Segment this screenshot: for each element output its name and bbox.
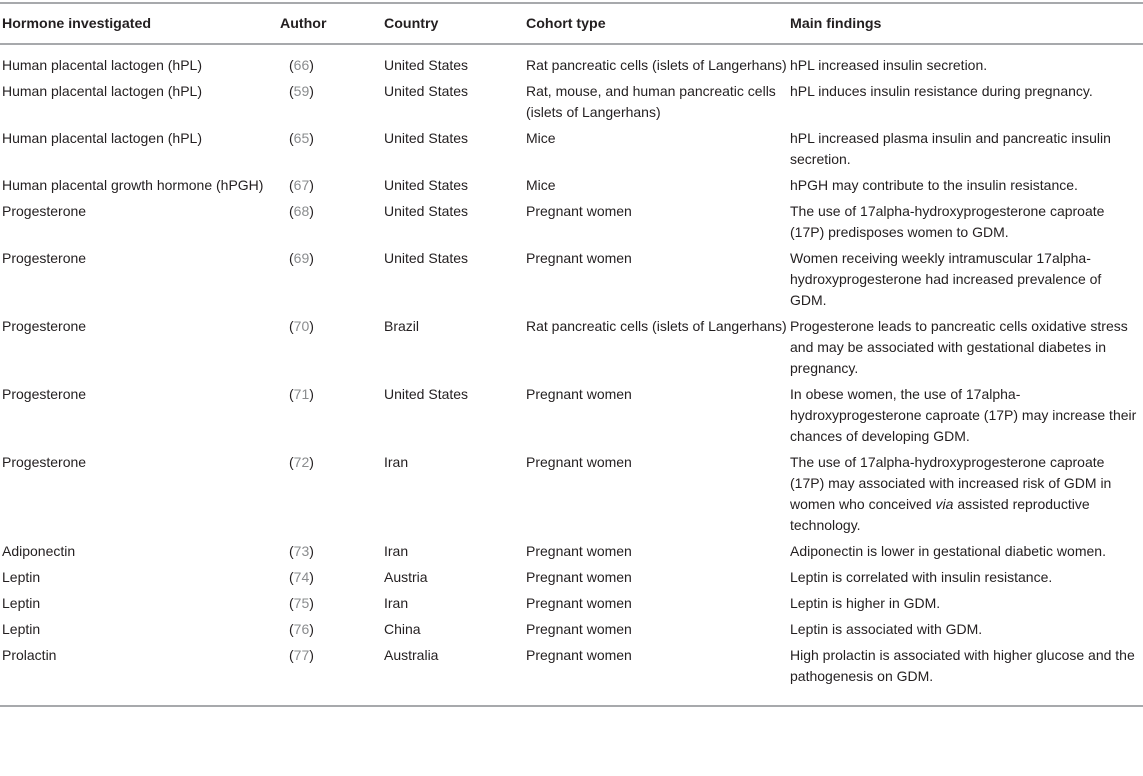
table-row: [0, 593, 1143, 619]
cell-hormone: [0, 175, 280, 201]
hormone-text: Progesterone: [2, 318, 87, 334]
cell-country: [384, 593, 526, 619]
ref-close-paren: ): [309, 386, 314, 402]
hormone-text: Progesterone: [2, 386, 87, 402]
reference-number[interactable]: 69: [293, 250, 310, 266]
ref-open-paren: (: [289, 647, 294, 663]
table-row: [0, 541, 1143, 567]
cell-cohort-type: [526, 128, 790, 175]
findings-text: The use of 17alpha-hydroxyprogesterone caproate (17P) may associated with increased risk of GDM in women who conceived: [790, 454, 1112, 512]
ref-open-paren: (: [289, 177, 294, 193]
reference-number[interactable]: 59: [293, 83, 310, 99]
reference-number[interactable]: 67: [293, 177, 310, 193]
findings-text-cont: assisted reproductive technology.: [790, 496, 1090, 533]
table-row: [0, 45, 1143, 81]
cell-hormone: [0, 45, 280, 81]
cohort-text: Rat, mouse, and human pancreatic cells (islets of Langerhans): [526, 83, 776, 120]
cell-cohort-type: [526, 541, 790, 567]
cell-country: [384, 81, 526, 128]
cell-cohort-type: [526, 384, 790, 452]
table-row: [0, 384, 1143, 452]
cohort-text: Pregnant women: [526, 647, 632, 663]
cohort-text: Pregnant women: [526, 203, 632, 219]
cell-country: [384, 541, 526, 567]
cell-cohort-type: [526, 201, 790, 248]
cell-country: [384, 201, 526, 248]
cell-author: [280, 452, 384, 541]
cell-main-findings: [790, 175, 1143, 201]
cell-author: [280, 619, 384, 645]
findings-text: In obese women, the use of 17alpha-hydroxyprogesterone caproate (17P) may increase their chances of developing GDM.: [790, 386, 1137, 444]
findings-text: Leptin is correlated with insulin resistance.: [790, 569, 1053, 585]
ref-open-paren: (: [289, 595, 294, 611]
cell-main-findings: [790, 384, 1143, 452]
cell-main-findings: [790, 201, 1143, 248]
ref-close-paren: ): [309, 454, 314, 470]
cohort-text: Rat pancreatic cells (islets of Langerhans): [526, 318, 787, 334]
table-row: [0, 567, 1143, 593]
ref-open-paren: (: [289, 203, 294, 219]
ref-close-paren: ): [309, 203, 314, 219]
ref-close-paren: ): [309, 621, 314, 637]
cell-country: [384, 619, 526, 645]
header-author: Author: [280, 15, 327, 32]
table-row: [0, 128, 1143, 175]
reference-number[interactable]: 73: [293, 543, 310, 559]
hormone-studies-table: [0, 2, 1143, 707]
cell-country: [384, 645, 526, 705]
findings-text: Adiponectin is lower in gestational diabetic women.: [790, 543, 1106, 559]
ref-close-paren: ): [309, 57, 314, 73]
table-row: [0, 316, 1143, 384]
cell-country: [384, 384, 526, 452]
cell-hormone: [0, 201, 280, 248]
cohort-text: Pregnant women: [526, 621, 632, 637]
cell-author: [280, 128, 384, 175]
findings-text: Leptin is associated with GDM.: [790, 621, 983, 637]
table-row: [0, 248, 1143, 316]
ref-close-paren: ): [309, 569, 314, 585]
reference-number[interactable]: 70: [293, 318, 310, 334]
cell-main-findings: [790, 128, 1143, 175]
hormone-text: Human placental lactogen (hPL): [2, 130, 203, 146]
header-row: [0, 4, 1143, 43]
country-text: Austria: [384, 569, 428, 585]
ref-close-paren: ): [309, 543, 314, 559]
cell-main-findings: [790, 567, 1143, 593]
country-text: Iran: [384, 543, 409, 559]
findings-text: Leptin is higher in GDM.: [790, 595, 941, 611]
ref-open-paren: (: [289, 130, 294, 146]
ref-open-paren: (: [289, 250, 294, 266]
cell-main-findings: [790, 248, 1143, 316]
cell-author: [280, 248, 384, 316]
hormone-text: Leptin: [2, 621, 41, 637]
cell-cohort-type: [526, 567, 790, 593]
cell-country: [384, 248, 526, 316]
hormone-text: Human placental growth hormone (hPGH): [2, 177, 264, 193]
cohort-text: Pregnant women: [526, 569, 632, 585]
cell-author: [280, 81, 384, 128]
country-text: United States: [384, 57, 469, 73]
cell-cohort-type: [526, 593, 790, 619]
ref-close-paren: ): [309, 177, 314, 193]
country-text: Iran: [384, 595, 409, 611]
reference-number[interactable]: 75: [293, 595, 310, 611]
cell-hormone: [0, 541, 280, 567]
country-text: Australia: [384, 647, 439, 663]
ref-open-paren: (: [289, 57, 294, 73]
header-cohort-type: Cohort type: [526, 15, 606, 32]
cell-hormone: [0, 619, 280, 645]
reference-number[interactable]: 65: [293, 130, 310, 146]
ref-close-paren: ): [309, 130, 314, 146]
cohort-text: Pregnant women: [526, 250, 632, 266]
cell-author: [280, 45, 384, 81]
cell-hormone: [0, 452, 280, 541]
reference-number[interactable]: 68: [293, 203, 310, 219]
reference-number[interactable]: 77: [293, 647, 310, 663]
cell-cohort-type: [526, 248, 790, 316]
hormone-text: Human placental lactogen (hPL): [2, 83, 203, 99]
header-country: Country: [384, 15, 439, 32]
cell-cohort-type: [526, 316, 790, 384]
ref-close-paren: ): [309, 647, 314, 663]
hormone-text: Progesterone: [2, 250, 87, 266]
cell-author: [280, 593, 384, 619]
cell-hormone: [0, 128, 280, 175]
cohort-text: Pregnant women: [526, 543, 632, 559]
cell-country: [384, 45, 526, 81]
findings-emphasis: via: [935, 496, 954, 512]
hormone-text: Prolactin: [2, 647, 57, 663]
cell-main-findings: [790, 619, 1143, 645]
ref-close-paren: ): [309, 595, 314, 611]
cell-main-findings: [790, 81, 1143, 128]
cell-country: [384, 567, 526, 593]
cell-main-findings: [790, 541, 1143, 567]
cell-cohort-type: [526, 452, 790, 541]
reference-number[interactable]: 76: [293, 621, 310, 637]
cell-author: [280, 567, 384, 593]
hormone-text: Leptin: [2, 569, 41, 585]
cell-country: [384, 175, 526, 201]
cell-hormone: [0, 567, 280, 593]
table-bottom-rule: [0, 705, 1143, 707]
cell-author: [280, 541, 384, 567]
findings-text: hPL increased plasma insulin and pancreatic insulin secretion.: [790, 130, 1111, 167]
findings-text: Women receiving weekly intramuscular 17alpha-hydroxyprogesterone had increased prevalence of GDM.: [790, 250, 1102, 308]
findings-text: Progesterone leads to pancreatic cells oxidative stress and may be associated with gestational diabetes in pregnancy.: [790, 318, 1128, 376]
ref-open-paren: (: [289, 318, 294, 334]
cell-main-findings: [790, 452, 1143, 541]
reference-number[interactable]: 66: [293, 57, 310, 73]
cell-main-findings: [790, 316, 1143, 384]
cell-author: [280, 645, 384, 705]
table-row: [0, 175, 1143, 201]
findings-text: The use of 17alpha-hydroxyprogesterone caproate (17P) predisposes women to GDM.: [790, 203, 1105, 240]
country-text: United States: [384, 203, 469, 219]
table-row: [0, 81, 1143, 128]
cell-hormone: [0, 593, 280, 619]
reference-number[interactable]: 74: [293, 569, 310, 585]
header-hormone: Hormone investigated: [2, 15, 151, 32]
ref-close-paren: ): [309, 318, 314, 334]
cell-hormone: [0, 81, 280, 128]
cohort-text: Pregnant women: [526, 454, 632, 470]
table-row: [0, 645, 1143, 705]
cohort-text: Rat pancreatic cells (islets of Langerhans): [526, 57, 787, 73]
cell-hormone: [0, 248, 280, 316]
findings-text: hPL induces insulin resistance during pregnancy.: [790, 83, 1093, 99]
cell-cohort-type: [526, 45, 790, 81]
ref-open-paren: (: [289, 543, 294, 559]
hormone-text: Human placental lactogen (hPL): [2, 57, 203, 73]
table-row: [0, 201, 1143, 248]
hormone-text: Adiponectin: [2, 543, 76, 559]
cell-hormone: [0, 316, 280, 384]
hormone-text: Progesterone: [2, 203, 87, 219]
cell-cohort-type: [526, 81, 790, 128]
ref-open-paren: (: [289, 83, 294, 99]
country-text: United States: [384, 386, 469, 402]
table-body: [0, 45, 1143, 705]
findings-text: High prolactin is associated with higher glucose and the pathogenesis on GDM.: [790, 647, 1135, 684]
ref-open-paren: (: [289, 454, 294, 470]
cell-country: [384, 452, 526, 541]
cell-cohort-type: [526, 175, 790, 201]
cell-cohort-type: [526, 619, 790, 645]
cohort-text: Pregnant women: [526, 595, 632, 611]
cohort-text: Mice: [526, 130, 556, 146]
cell-author: [280, 201, 384, 248]
findings-text: hPL increased insulin secretion.: [790, 57, 988, 73]
country-text: China: [384, 621, 421, 637]
country-text: Brazil: [384, 318, 420, 334]
hormone-text: Progesterone: [2, 454, 87, 470]
table-row: [0, 452, 1143, 541]
data-table: [0, 4, 1143, 43]
country-text: United States: [384, 83, 469, 99]
reference-number[interactable]: 71: [293, 386, 310, 402]
cohort-text: Mice: [526, 177, 556, 193]
cell-main-findings: [790, 645, 1143, 705]
cell-hormone: [0, 645, 280, 705]
country-text: United States: [384, 130, 469, 146]
ref-open-paren: (: [289, 569, 294, 585]
ref-open-paren: (: [289, 386, 294, 402]
ref-close-paren: ): [309, 83, 314, 99]
cell-hormone: [0, 384, 280, 452]
cell-cohort-type: [526, 645, 790, 705]
data-table-body: [0, 45, 1143, 705]
cell-main-findings: [790, 45, 1143, 81]
cell-country: [384, 128, 526, 175]
cell-main-findings: [790, 593, 1143, 619]
country-text: United States: [384, 250, 469, 266]
country-text: Iran: [384, 454, 409, 470]
header-main-findings: Main findings: [790, 15, 882, 32]
country-text: United States: [384, 177, 469, 193]
findings-text: hPGH may contribute to the insulin resistance.: [790, 177, 1078, 193]
table-row: [0, 619, 1143, 645]
cell-country: [384, 316, 526, 384]
cohort-text: Pregnant women: [526, 386, 632, 402]
reference-number[interactable]: 72: [293, 454, 310, 470]
ref-close-paren: ): [309, 250, 314, 266]
cell-author: [280, 384, 384, 452]
ref-open-paren: (: [289, 621, 294, 637]
hormone-text: Leptin: [2, 595, 41, 611]
cell-author: [280, 316, 384, 384]
cell-author: [280, 175, 384, 201]
table-header: [0, 4, 1143, 43]
